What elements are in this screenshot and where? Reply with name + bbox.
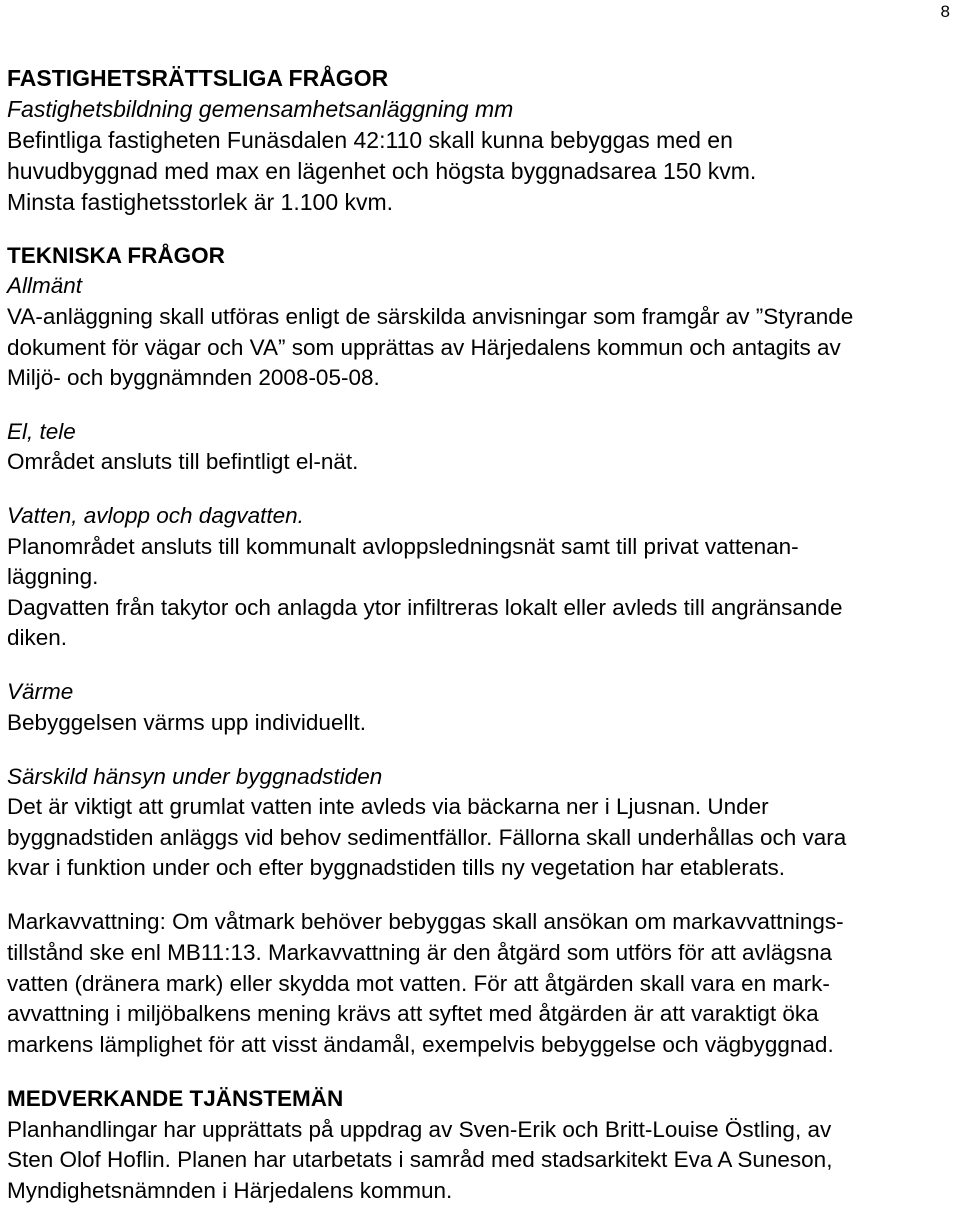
section-heading-medverkande: MEDVERKANDE TJÄNSTEMÄN: [7, 1086, 344, 1111]
subheading-vatten: Vatten, avlopp och dagvatten.: [7, 503, 304, 528]
text-line: diken.: [7, 625, 68, 650]
text-line: avvattning i miljöbalkens mening krävs att syftet med åtgärden är att varaktigt öka: [7, 1001, 819, 1026]
subheading-varme: Värme: [7, 679, 74, 704]
text-line: läggning.: [7, 564, 99, 589]
text-line: Dagvatten från takytor och anlagda ytor infiltreras lokalt eller avleds till angränsande: [7, 595, 843, 620]
subheading-hansyn: Särskild hänsyn under byggnadstiden: [7, 764, 383, 789]
text-line: tillstånd ske enl MB11:13. Markavvattning är den åtgärd som utförs för att avlägsna: [7, 940, 833, 965]
section-heading-fastighet: FASTIGHETSRÄTTSLIGA FRÅGOR: [7, 65, 389, 91]
text-line: Myndighetsnämnden i Härjedalens kommun.: [7, 1178, 453, 1203]
text-line: byggnadstiden anläggs vid behov sedimentfällor. Fällorna skall underhållas och vara: [7, 825, 847, 850]
text-line: huvudbyggnad med max en lägenhet och högsta byggnadsarea 150 kvm.: [7, 158, 757, 184]
text-line: markens lämplighet för att visst ändamål, exempelvis bebyggelse och vägbyggnad.: [7, 1032, 834, 1057]
text-line: Minsta fastighetsstorlek är 1.100 kvm.: [7, 189, 394, 215]
text-line: Markavvattning: Om våtmark behöver bebyggas skall ansökan om markavvattnings-: [7, 909, 844, 934]
text-line: Befintliga fastigheten Funäsdalen 42:110 skall kunna bebyggas med en: [7, 127, 733, 153]
text-line: kvar i funktion under och efter byggnadstiden tills ny vegetation har etablerats.: [7, 855, 785, 880]
text-line: Planhandlingar har upprättats på uppdrag av Sven-Erik och Britt-Louise Östling, av: [7, 1117, 832, 1142]
subheading-fastighetsbildning: Fastighetsbildning gemensamhetsanläggning mm: [7, 96, 514, 122]
text-line: VA-anläggning skall utföras enligt de särskilda anvisningar som framgår av ”Styrande: [7, 304, 854, 329]
subheading-el-tele: El, tele: [7, 419, 76, 444]
text-line: Bebyggelsen värms upp individuellt.: [7, 710, 366, 735]
text-line: Planområdet ansluts till kommunalt avloppsledningsnät samt till privat vattenan-: [7, 534, 799, 559]
text-line: Området ansluts till befintligt el-nät.: [7, 449, 359, 474]
text-line: Miljö- och byggnämnden 2008-05-08.: [7, 365, 380, 390]
page-number: 8: [940, 2, 950, 21]
section-heading-tekniska: TEKNISKA FRÅGOR: [7, 243, 225, 268]
text-line: vatten (dränera mark) eller skydda mot vatten. För att åtgärden skall vara en mark-: [7, 971, 830, 996]
subheading-allmant: Allmänt: [7, 273, 83, 298]
text-line: dokument för vägar och VA” som upprättas av Härjedalens kommun och antagits av: [7, 335, 841, 360]
text-line: Sten Olof Hoflin. Planen har utarbetats i samråd med stadsarkitekt Eva A Suneson,: [7, 1147, 833, 1172]
text-line: Det är viktigt att grumlat vatten inte avleds via bäckarna ner i Ljusnan. Under: [7, 794, 769, 819]
